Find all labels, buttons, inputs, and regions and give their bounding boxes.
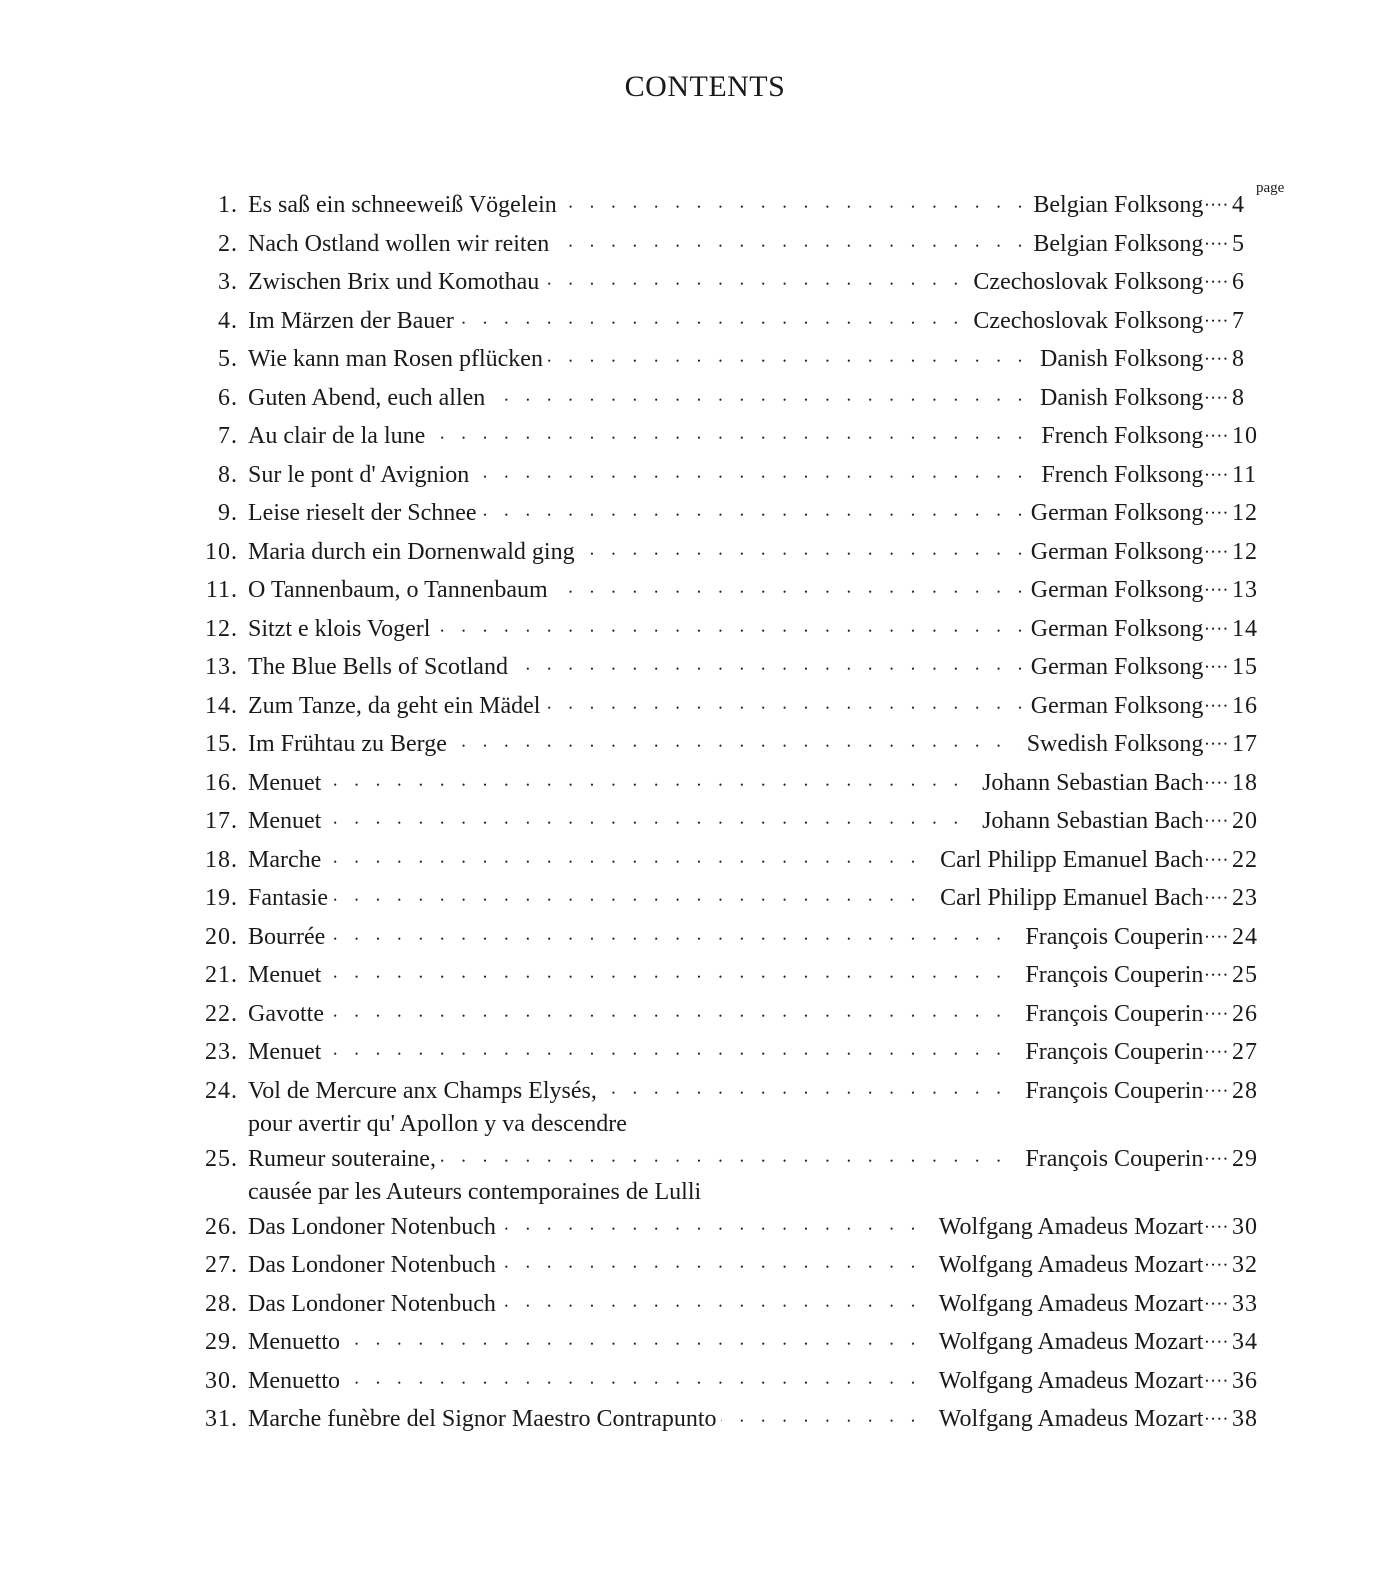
dot-leader <box>248 956 1017 994</box>
entry-number: 26. <box>205 1213 238 1240</box>
entry-number: 30. <box>205 1367 238 1394</box>
entry-song <box>248 687 1023 725</box>
entry-song <box>248 1323 931 1361</box>
page-leader-dots: •••• <box>1205 469 1230 480</box>
entry-title: Maria durch ein Dornenwald ging <box>248 539 579 565</box>
entry-number: 18. <box>205 846 238 873</box>
page-leader-dots: •••• <box>1205 200 1230 210</box>
entry-title: Nach Ostland wollen wir reiten <box>248 231 553 257</box>
entry-page-number: 6 <box>1232 269 1245 295</box>
entry-page-number: 27 <box>1232 1039 1258 1065</box>
entry-composer: Wolfgang Amadeus Mozart <box>931 1400 1204 1438</box>
entry-title: Menuet <box>248 808 325 834</box>
entry-number: 1. <box>218 192 238 218</box>
entry-composer: François Couperin <box>1017 918 1203 956</box>
entry-number: 25. <box>205 1145 238 1172</box>
contents-entry <box>180 995 1270 1034</box>
contents-entry <box>180 841 1270 880</box>
entry-composer: Wolfgang Amadeus Mozart <box>931 1362 1204 1400</box>
entry-title: Gavotte <box>248 1001 328 1027</box>
page-leader-dots: •••• <box>1205 1260 1230 1270</box>
entry-title: Menuetto <box>248 1329 344 1355</box>
entry-composer: François Couperin <box>1017 1072 1203 1110</box>
page-leader-dots: •••• <box>1205 1047 1230 1057</box>
contents-entry <box>180 1072 1270 1140</box>
entry-title: Guten Abend, euch allen <box>248 385 489 411</box>
entry-composer: Swedish Folksong <box>1019 725 1204 763</box>
entry-composer: François Couperin <box>1017 956 1203 994</box>
page-leader-dots: •••• <box>1205 1375 1230 1386</box>
contents-list <box>180 186 1270 1439</box>
contents-entry <box>180 610 1270 649</box>
entry-page-number: 10 <box>1232 423 1258 449</box>
entry-song <box>248 1285 931 1323</box>
entry-song <box>248 918 1017 956</box>
entry-composer: French Folksong <box>1033 456 1203 494</box>
contents-entry <box>180 956 1270 995</box>
contents-entry <box>180 225 1270 264</box>
entry-song <box>248 1033 1017 1071</box>
entry-page-number: 30 <box>1232 1213 1258 1240</box>
entry-song <box>248 1362 931 1400</box>
entry-composer: Czechoslovak Folksong <box>965 302 1203 340</box>
entry-number: 22. <box>205 1000 238 1027</box>
page-leader-dots: •••• <box>1205 1221 1230 1232</box>
dot-leader <box>248 995 1017 1033</box>
entry-song <box>248 302 965 340</box>
contents-entry <box>180 687 1270 726</box>
contents-entry <box>180 725 1270 764</box>
entry-composer: François Couperin <box>1017 995 1203 1033</box>
entry-composer: Danish Folksong <box>1032 340 1203 378</box>
page-leader-dots: •••• <box>1205 1008 1230 1019</box>
contents-entry <box>180 302 1270 341</box>
entry-page-number: 4 <box>1232 192 1245 218</box>
contents-entry <box>180 417 1270 456</box>
entry-title: Zum Tanze, da geht ein Mädel <box>248 693 544 719</box>
entry-page-number: 12 <box>1232 500 1258 526</box>
entry-title: Sur le pont d' Avignion <box>248 462 473 488</box>
entry-page-number: 11 <box>1232 461 1258 488</box>
entry-title: Es saß ein schneeweiß Vögelein <box>248 192 561 218</box>
dot-leader <box>248 764 974 802</box>
entry-composer: German Folksong <box>1023 610 1204 648</box>
entry-title: Sitzt e klois Vogerl <box>248 616 434 642</box>
entry-song <box>248 1208 931 1246</box>
entry-page-number: 29 <box>1232 1145 1258 1172</box>
page-leader-dots: •••• <box>1205 931 1230 942</box>
entry-song <box>248 879 932 917</box>
entry-number: 3. <box>218 269 238 295</box>
entry-number: 5. <box>218 346 238 372</box>
entry-page-number: 20 <box>1232 808 1258 834</box>
entry-title: Menuetto <box>248 1368 344 1394</box>
entry-number: 15. <box>205 731 238 757</box>
page-leader-dots: •••• <box>1205 1085 1230 1096</box>
contents-entry <box>180 494 1270 533</box>
page-leader-dots: •••• <box>1205 354 1230 364</box>
dot-leader <box>248 1362 931 1400</box>
entry-title: Im Märzen der Bauer <box>248 308 458 334</box>
page-leader-dots: •••• <box>1205 315 1230 326</box>
entry-title: Menuet <box>248 1039 325 1065</box>
entry-page-number: 32 <box>1232 1252 1258 1278</box>
entry-title: Bourrée <box>248 924 329 950</box>
page-leader-dots: •••• <box>1205 585 1230 595</box>
entry-song <box>248 456 1033 494</box>
contents-entry <box>180 1362 1270 1401</box>
page-leader-dots: •••• <box>1205 1414 1230 1424</box>
entry-number: 2. <box>218 230 238 257</box>
entry-song <box>248 1072 1017 1138</box>
entry-number: 17. <box>205 808 238 834</box>
contents-entry <box>180 918 1270 957</box>
entry-composer: Carl Philipp Emanuel Bach <box>932 841 1203 879</box>
entry-page-number: 16 <box>1232 692 1258 719</box>
contents-entry <box>180 879 1270 918</box>
entry-song <box>248 225 1025 263</box>
contents-entry <box>180 1208 1270 1247</box>
entry-song <box>248 956 1017 994</box>
contents-entry <box>180 1400 1270 1439</box>
entry-song <box>248 1140 1017 1206</box>
entry-song <box>248 571 1023 609</box>
entry-song <box>248 802 974 840</box>
entry-number: 28. <box>205 1290 238 1317</box>
entry-title: Menuet <box>248 770 325 796</box>
entry-song <box>248 841 932 879</box>
dot-leader <box>248 879 932 917</box>
entry-song <box>248 610 1023 648</box>
entry-composer: German Folksong <box>1023 687 1204 725</box>
dot-leader <box>248 918 1017 956</box>
entry-title: O Tannenbaum, o Tannenbaum <box>248 577 552 603</box>
entry-composer: Johann Sebastian Bach <box>974 802 1203 840</box>
entry-composer: Wolfgang Amadeus Mozart <box>931 1285 1204 1323</box>
entry-title: Das Londoner Notenbuch <box>248 1214 500 1240</box>
entry-composer: Carl Philipp Emanuel Bach <box>932 879 1203 917</box>
entry-composer: German Folksong <box>1023 494 1204 532</box>
entry-title: Das Londoner Notenbuch <box>248 1291 500 1317</box>
entry-title: Vol de Mercure anx Champs Elysés, <box>248 1078 601 1104</box>
entry-title: Leise rieselt der Schnee <box>248 500 481 526</box>
entry-number: 24. <box>205 1077 238 1104</box>
contents-entry <box>180 533 1270 572</box>
page-leader-dots: •••• <box>1205 700 1230 711</box>
entry-page-number: 36 <box>1232 1367 1258 1394</box>
entry-page-number: 33 <box>1232 1290 1258 1317</box>
dot-leader <box>248 841 932 879</box>
entry-song <box>248 1400 931 1438</box>
entry-page-number: 7 <box>1232 307 1245 334</box>
entry-page-number: 8 <box>1232 384 1245 411</box>
page-leader-dots: •••• <box>1205 739 1230 749</box>
contents-entry <box>180 379 1270 418</box>
entry-composer: German Folksong <box>1023 648 1204 686</box>
entry-page-number: 17 <box>1232 731 1258 757</box>
entry-number: 14. <box>205 692 238 719</box>
entry-page-number: 25 <box>1232 962 1258 988</box>
page-leader-dots: •••• <box>1205 1337 1230 1347</box>
page-leader-dots: •••• <box>1205 546 1230 557</box>
entry-composer: German Folksong <box>1023 571 1204 609</box>
entry-number: 10. <box>205 538 238 565</box>
page-column-label: page <box>1256 180 1285 196</box>
entry-song <box>248 263 965 301</box>
page-leader-dots: •••• <box>1205 1298 1230 1309</box>
entry-song <box>248 379 1032 417</box>
entry-number: 31. <box>205 1406 238 1432</box>
contents-entry <box>180 571 1270 610</box>
contents-entry <box>180 340 1270 379</box>
entry-song <box>248 764 974 802</box>
entry-number: 13. <box>205 654 238 680</box>
entry-composer: Danish Folksong <box>1032 379 1203 417</box>
contents-entry <box>180 186 1270 225</box>
entry-title: Marche funèbre del Signor Maestro Contrapunto <box>248 1406 721 1432</box>
page-leader-dots: •••• <box>1205 238 1230 249</box>
entry-title: The Blue Bells of Scotland <box>248 654 512 680</box>
entry-number: 19. <box>205 885 238 911</box>
entry-title: Wie kann man Rosen pflücken <box>248 346 547 372</box>
entry-number: 20. <box>205 923 238 950</box>
page-leader-dots: •••• <box>1205 508 1230 518</box>
entry-page-number: 23 <box>1232 885 1258 911</box>
entry-page-number: 22 <box>1232 846 1258 873</box>
entry-number: 8. <box>218 461 238 488</box>
entry-title: Das Londoner Notenbuch <box>248 1252 500 1278</box>
entry-song <box>248 725 1019 763</box>
entry-composer: Belgian Folksong <box>1025 225 1203 263</box>
entry-page-number: 24 <box>1232 923 1258 950</box>
contents-entry <box>180 648 1270 687</box>
entry-page-number: 18 <box>1232 769 1258 796</box>
contents-entry <box>180 802 1270 841</box>
entry-title: Marche <box>248 847 325 873</box>
entry-composer: François Couperin <box>1017 1140 1203 1178</box>
contents-entry <box>180 1323 1270 1362</box>
contents-entry <box>180 1246 1270 1285</box>
entry-song <box>248 186 1025 224</box>
page-leader-dots: •••• <box>1205 392 1230 403</box>
entry-page-number: 14 <box>1232 615 1258 642</box>
entry-song <box>248 648 1023 686</box>
entry-page-number: 12 <box>1232 538 1258 565</box>
dot-leader <box>248 1033 1017 1071</box>
entry-number: 21. <box>205 962 238 988</box>
entry-title: Au clair de la lune <box>248 423 429 449</box>
contents-entry <box>180 1285 1270 1324</box>
entry-song <box>248 533 1023 571</box>
entry-composer: Czechoslovak Folksong <box>965 263 1203 301</box>
entry-composer: Wolfgang Amadeus Mozart <box>931 1323 1204 1361</box>
dot-leader <box>248 802 974 840</box>
entry-song <box>248 1246 931 1284</box>
entry-page-number: 38 <box>1232 1406 1258 1432</box>
entry-title: Zwischen Brix und Komothau <box>248 269 543 295</box>
entry-composer: Belgian Folksong <box>1025 186 1203 224</box>
entry-number: 6. <box>218 384 238 411</box>
page-leader-dots: •••• <box>1205 431 1230 441</box>
entry-page-number: 15 <box>1232 654 1258 680</box>
page-leader-dots: •••• <box>1205 777 1230 788</box>
contents-entry <box>180 1140 1270 1208</box>
entry-page-number: 13 <box>1232 577 1258 603</box>
page-leader-dots: •••• <box>1205 1153 1230 1164</box>
entry-page-number: 8 <box>1232 346 1245 372</box>
entry-composer: French Folksong <box>1033 417 1203 455</box>
entry-song <box>248 417 1033 455</box>
entry-page-number: 5 <box>1232 230 1245 257</box>
entry-song <box>248 494 1023 532</box>
page-leader-dots: •••• <box>1205 623 1230 634</box>
entry-page-number: 26 <box>1232 1000 1258 1027</box>
entry-number: 4. <box>218 307 238 334</box>
entry-composer: German Folksong <box>1023 533 1204 571</box>
contents-entry <box>180 764 1270 803</box>
page-leader-dots: •••• <box>1205 970 1230 980</box>
page-leader-dots: •••• <box>1205 893 1230 903</box>
contents-entry <box>180 456 1270 495</box>
entry-number: 27. <box>205 1252 238 1278</box>
entry-number: 11. <box>205 577 238 603</box>
page-leader-dots: •••• <box>1205 277 1230 287</box>
page-leader-dots: •••• <box>1205 662 1230 672</box>
entry-composer: Johann Sebastian Bach <box>974 764 1203 802</box>
entry-song <box>248 995 1017 1033</box>
entry-number: 29. <box>205 1329 238 1355</box>
entry-title: Menuet <box>248 962 325 988</box>
page-leader-dots: •••• <box>1205 854 1230 865</box>
entry-composer: Wolfgang Amadeus Mozart <box>931 1208 1204 1246</box>
entry-number: 7. <box>218 423 238 449</box>
entry-page-number: 28 <box>1232 1077 1258 1104</box>
entry-number: 12. <box>205 615 238 642</box>
entry-song <box>248 340 1032 378</box>
entry-number: 23. <box>205 1039 238 1065</box>
entry-subtitle: pour avertir qu' Apollon y va descendre <box>248 1110 627 1137</box>
page-leader-dots: •••• <box>1205 816 1230 826</box>
page-title: CONTENTS <box>624 70 786 103</box>
entry-page-number: 34 <box>1232 1329 1258 1355</box>
entry-title: Rumeur souteraine, <box>248 1146 440 1172</box>
entry-number: 16. <box>205 769 238 796</box>
dot-leader <box>248 1323 931 1361</box>
entry-composer: François Couperin <box>1017 1033 1203 1071</box>
entry-title: Fantasie <box>248 885 332 911</box>
contents-entry <box>180 263 1270 302</box>
entry-number: 9. <box>218 500 238 526</box>
entry-title: Im Frühtau zu Berge <box>248 731 451 757</box>
entry-subtitle: causée par les Auteurs contemporaines de Lulli <box>248 1178 702 1205</box>
entry-composer: Wolfgang Amadeus Mozart <box>931 1246 1204 1284</box>
contents-entry <box>180 1033 1270 1072</box>
